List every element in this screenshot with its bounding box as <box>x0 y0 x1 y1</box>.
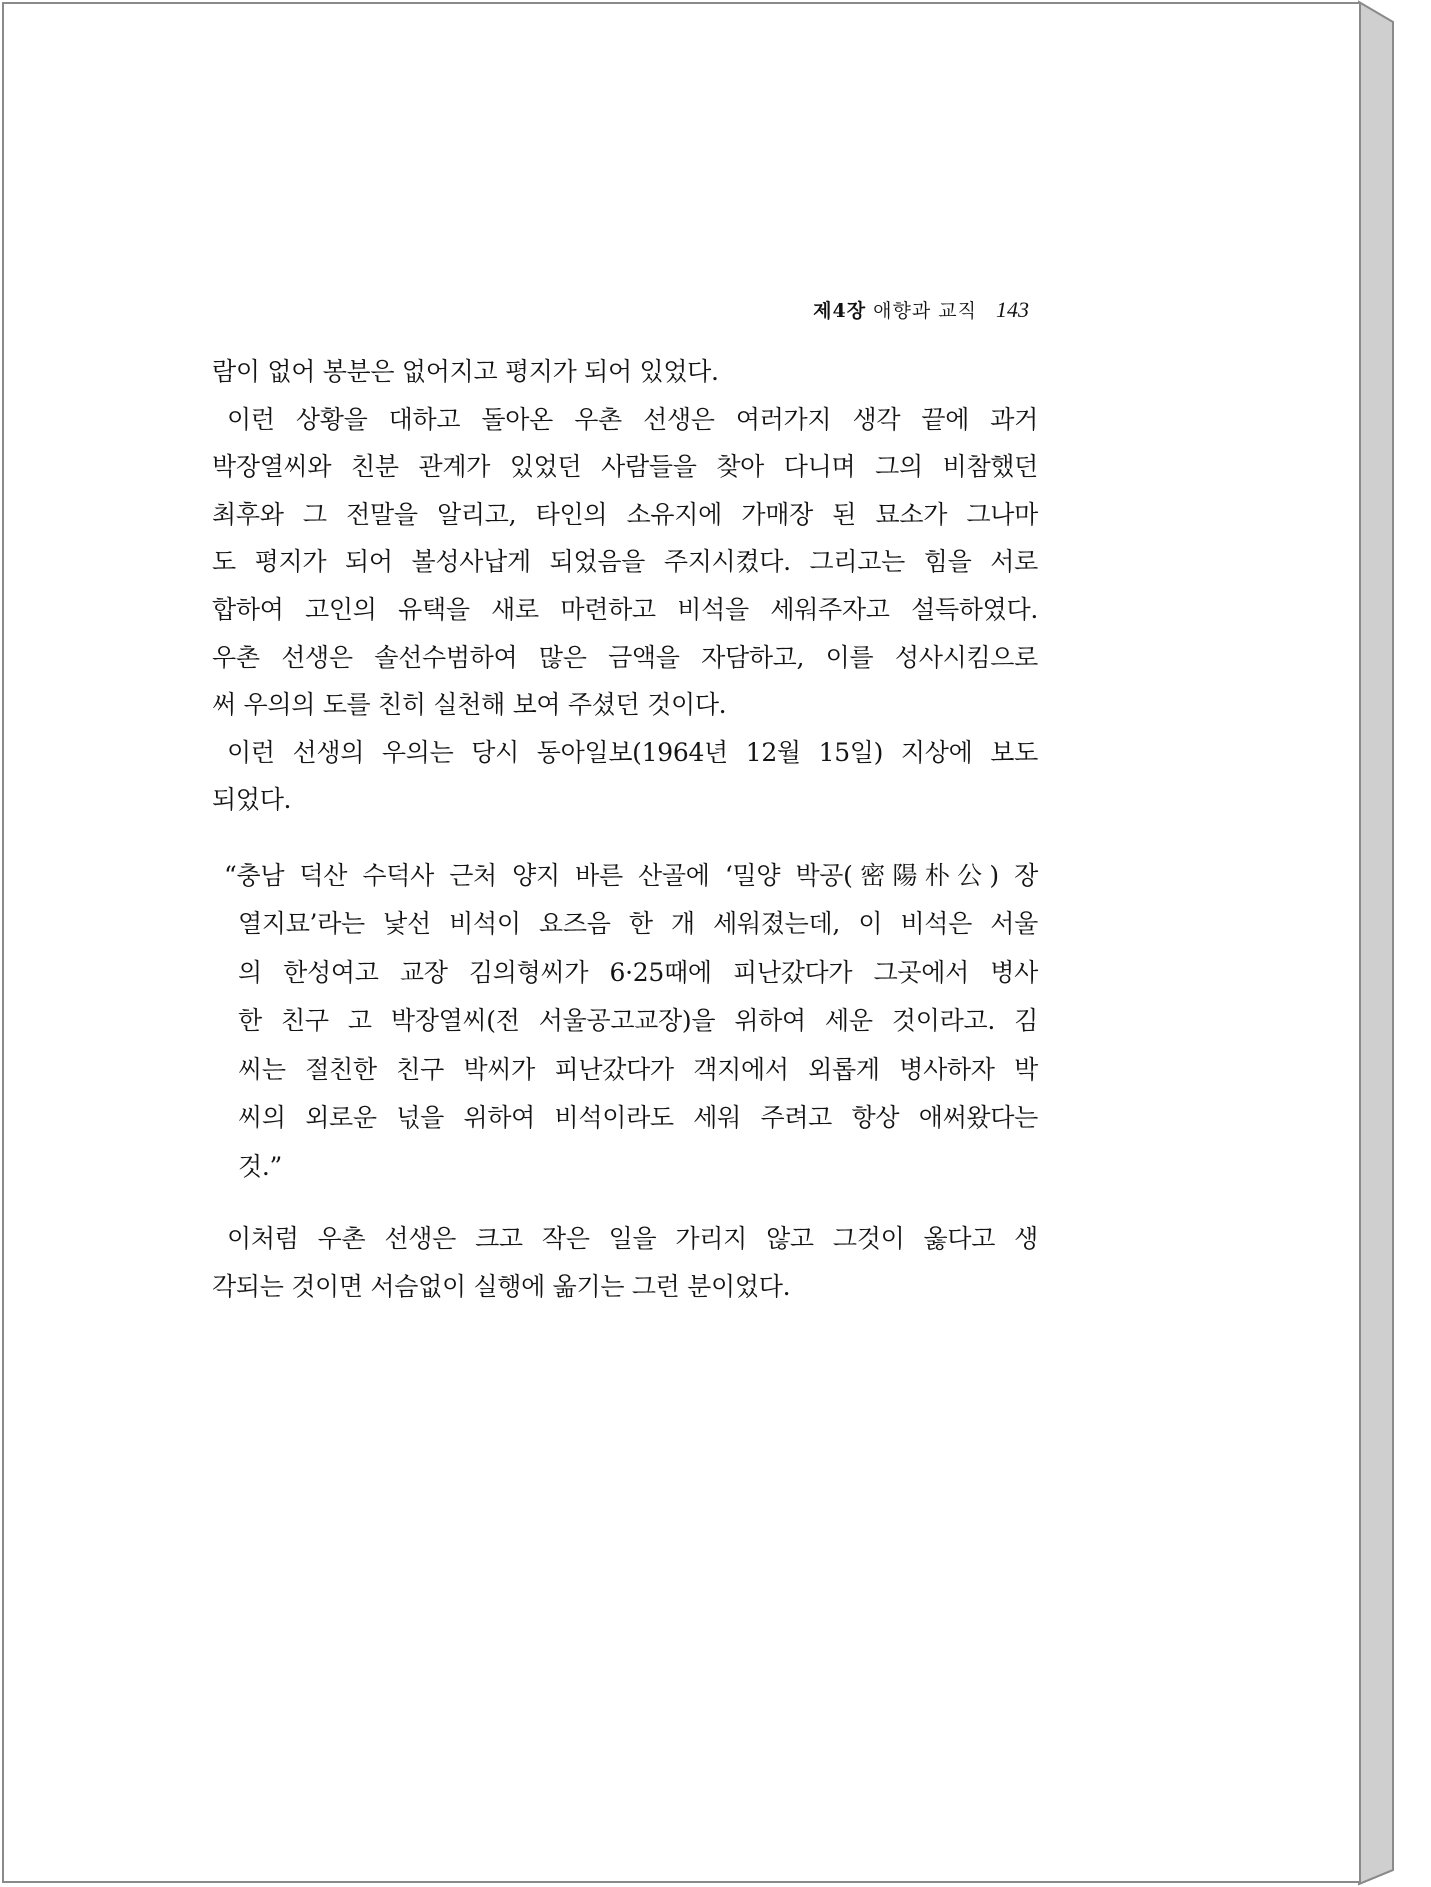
page-edge-stack <box>1359 2 1393 1884</box>
paragraph-1 <box>212 348 1038 396</box>
text-line: 최후와 그 전말을 알리고, 타인의 소유지에 가매장 된 묘소가 그나마 <box>212 499 1038 529</box>
chapter-label: 제4장 <box>813 300 867 322</box>
chapter-title: 애향과 교직 <box>873 300 977 322</box>
quote-line: 씨는 절친한 친구 박씨가 피난갔다가 객지에서 외롭게 병사하자 박 <box>238 1054 1038 1084</box>
text-line: 람이 없어 봉분은 없어지고 평지가 되어 있었다. <box>212 357 719 386</box>
page-number: 143 <box>996 297 1029 322</box>
text-line: 각되는 것이면 서슴없이 실행에 옮기는 그런 분이었다. <box>212 1272 791 1302</box>
text-line: 박장열씨와 친분 관계가 있었던 사람들을 찾아 다니며 그의 비참했던 <box>212 452 1038 482</box>
text-line: 써 우의의 도를 친히 실천해 보여 주셨던 것이다. <box>212 690 727 720</box>
text-line: 합하여 고인의 유택을 새로 마련하고 비석을 세워주자고 설득하였다. <box>212 594 1038 624</box>
running-head <box>813 296 1029 323</box>
quote-line: 것.” <box>238 1151 282 1181</box>
quote-line: 씨의 외로운 넋을 위하여 비석이라도 세워 주려고 항상 애써왔다는 <box>238 1103 1038 1133</box>
quote-line: 의 한성여고 교장 김의형씨가 6·25때에 피난갔다가 그곳에서 병사 <box>238 957 1038 987</box>
text-line: 우촌 선생은 솔선수범하여 많은 금액을 자담하고, 이를 성사시킴으로 <box>212 642 1038 672</box>
newspaper-quote <box>212 852 1038 1192</box>
body-text <box>212 348 1038 1311</box>
text-line: 이처럼 우촌 선생은 크고 작은 일을 가리지 않고 그것이 옳다고 생 <box>227 1224 1038 1254</box>
text-line: 이런 선생의 우의는 당시 동아일보(1964년 12월 15일) 지상에 보도 <box>227 737 1038 767</box>
paragraph-2 <box>212 396 1038 729</box>
text-line: 도 평지가 되어 볼성사납게 되었음을 주지시켰다. 그리고는 힘을 서로 <box>212 547 1038 577</box>
paragraph-closing <box>212 1215 1038 1310</box>
paragraph-3 <box>212 729 1038 824</box>
text-line: 이런 상황을 대하고 돌아온 우촌 선생은 여러가지 생각 끝에 과거 <box>227 404 1038 434</box>
quote-line: 한 친구 고 박장열씨(전 서울공고교장)을 위하여 세운 것이라고. 김 <box>238 1006 1038 1036</box>
quote-line: “충남 덕산 수덕사 근처 양지 바른 산골에 ‘밀양 박공(密陽朴公) 장 <box>224 860 1038 890</box>
quote-line: 열지묘’라는 낯선 비석이 요즈음 한 개 세워졌는데, 이 비석은 서울 <box>238 909 1038 939</box>
text-line: 되었다. <box>212 785 292 815</box>
